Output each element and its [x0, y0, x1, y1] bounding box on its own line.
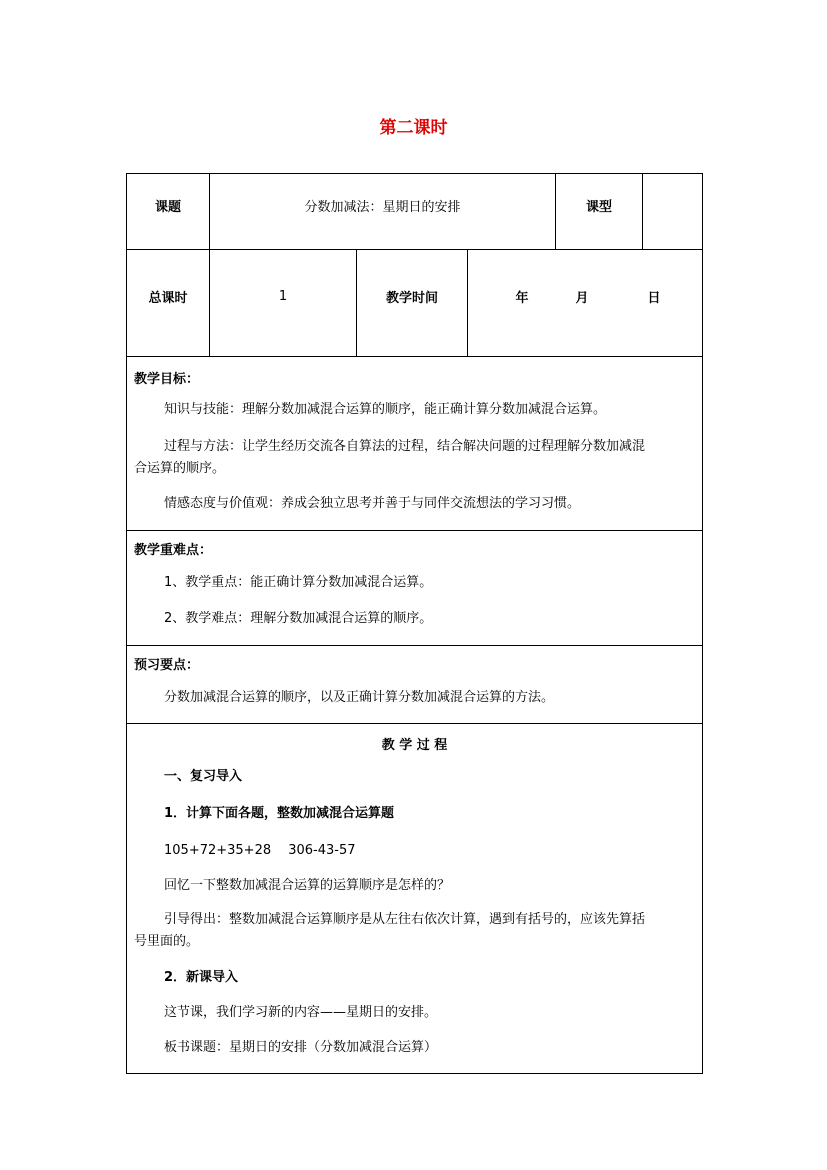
content-line: 这节课，我们学习新的内容——星期日的安排。 [164, 1005, 438, 1020]
row-divider [127, 723, 702, 724]
section-title: 2．新课导入 [164, 970, 239, 985]
type-value [643, 174, 702, 236]
page-title: 第二课时 [379, 118, 448, 138]
expression-line: 105+72+35+28 306-43-57 [164, 843, 356, 858]
year-label: 年 [515, 290, 529, 306]
objective-item: 知识与技能：理解分数加减混合运算的顺序，能正确计算分数加减混合运算。 [164, 402, 607, 417]
hours-value: 1 [278, 288, 288, 304]
objectives-heading: 教学目标： [134, 372, 200, 387]
section-title: 一、复习导入 [164, 769, 243, 784]
preview-heading: 预习要点： [134, 658, 200, 673]
day-label: 日 [647, 290, 661, 306]
month-label: 月 [575, 290, 589, 306]
objective-item: 合运算的顺序。 [134, 461, 226, 476]
lesson-table [126, 173, 703, 1074]
time-label: 教学时间 [385, 290, 438, 306]
row-divider [127, 356, 702, 357]
topic-value: 分数加减法：星期日的安排 [304, 199, 461, 215]
row-divider [127, 530, 702, 531]
hours-label: 总课时 [148, 290, 188, 306]
section-subtitle: 1．计算下面各题，整数加减混合运算题 [164, 806, 395, 821]
key-point-item: 2、教学难点：理解分数加减混合运算的顺序。 [164, 611, 433, 626]
content-line: 板书课题：星期日的安排（分数加减混合运算） [164, 1040, 438, 1055]
process-heading: 教 学 过 程 [381, 738, 448, 753]
type-label: 课型 [585, 199, 612, 215]
objective-item: 情感态度与价值观：养成会独立思考并善于与同伴交流想法的学习习惯。 [164, 496, 581, 511]
key-points-heading: 教学重难点： [134, 543, 213, 558]
answer-line: 引导得出：整数加减混合运算顺序是从左往右依次计算，遇到有括号的，应该先算括 [164, 912, 646, 927]
question-line: 回忆一下整数加减混合运算的运算顺序是怎样的？ [164, 878, 451, 893]
row-divider [127, 645, 702, 646]
key-point-item: 1、教学重点：能正确计算分数加减混合运算。 [164, 575, 433, 590]
preview-text: 分数加减混合运算的顺序，以及正确计算分数加减混合运算的方法。 [164, 690, 555, 705]
topic-label: 课题 [154, 199, 181, 215]
col-divider [467, 249, 468, 356]
answer-line: 号里面的。 [134, 934, 200, 949]
objective-item: 过程与方法：让学生经历交流各自算法的过程，结合解决问题的过程理解分数加减混 [164, 439, 646, 454]
